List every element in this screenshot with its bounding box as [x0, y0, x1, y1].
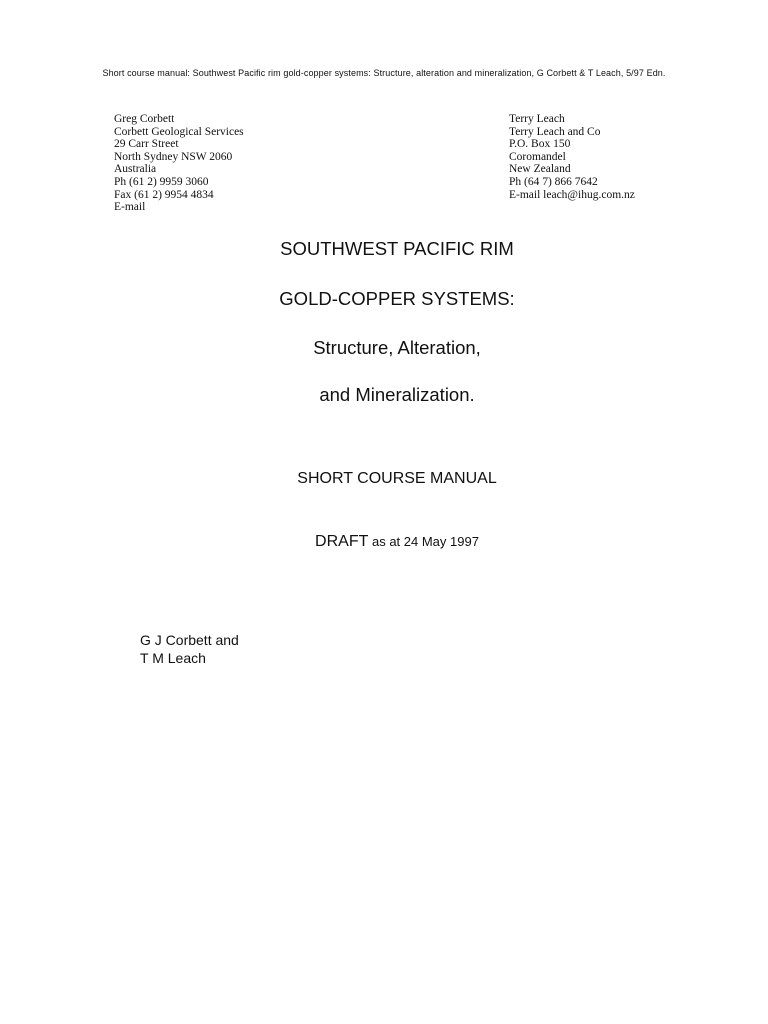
contact-name: Greg Corbett [114, 113, 175, 125]
contact-block-corbett [114, 113, 364, 219]
contact-company: Terry Leach and Co [509, 125, 601, 138]
title-line-4: and Mineralization. [319, 384, 475, 405]
contact-email: E-mail leach@ihug.com.nz [509, 188, 635, 201]
author-line: T M Leach [140, 650, 206, 666]
contact-po-box: P.O. Box 150 [509, 138, 571, 151]
author-line: G J Corbett and [140, 632, 239, 648]
contact-country: New Zealand [509, 163, 571, 176]
contact-street: 29 Carr Street [114, 138, 179, 151]
authors-block [140, 631, 239, 667]
running-header: Short course manual: Southwest Pacific rim gold-copper systems: Structure, alteration and mineralization, G Corbett & T Leach, 5/97 Edn. [102, 68, 666, 78]
contact-phone: Ph (64 7) 866 7642 [509, 175, 598, 188]
draft-line [0, 533, 768, 551]
title-line-3: Structure, Alteration, [313, 337, 481, 358]
document-subtitle: SHORT COURSE MANUAL [297, 470, 497, 487]
contact-email: E-mail [114, 201, 146, 214]
contact-phone: Ph (61 2) 9959 3060 [114, 175, 209, 188]
contact-company: Corbett Geological Services [114, 125, 244, 138]
contact-name: Terry Leach [509, 113, 565, 125]
contact-country: Australia [114, 163, 157, 176]
contact-fax: Fax (61 2) 9954 4834 [114, 188, 214, 201]
contact-block-leach [509, 113, 749, 219]
contact-city: North Sydney NSW 2060 [114, 150, 233, 163]
title-line-2: GOLD-COPPER SYSTEMS: [279, 288, 515, 309]
contact-town: Coromandel [509, 150, 566, 163]
draft-date: as at 24 May 1997 [368, 534, 479, 549]
draft-label: DRAFT [315, 533, 369, 550]
title-line-1: SOUTHWEST PACIFIC RIM [280, 238, 514, 259]
